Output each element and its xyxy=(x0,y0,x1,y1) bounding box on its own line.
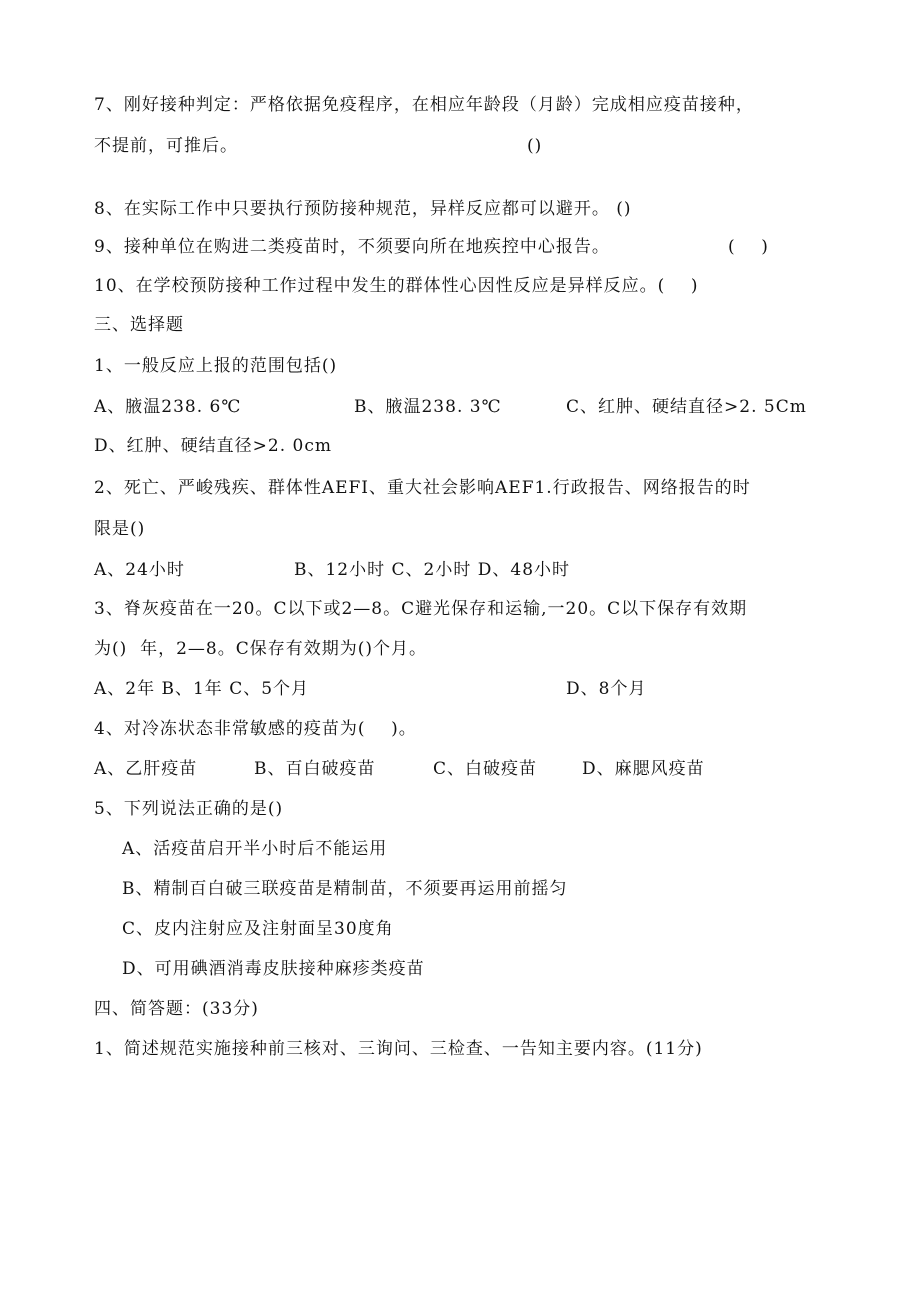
tf-q7-line1: 7、刚好接种判定：严格依据免疫程序，在相应年龄段（月龄）完成相应疫苗接种， xyxy=(94,95,754,115)
choice-q5-stem: 5、下列说法正确的是() xyxy=(94,799,284,819)
choice-q4-opt-a: A、乙肝疫苗 xyxy=(94,759,198,779)
choice-q5-opt-c: C、皮内注射应及注射面呈30度角 xyxy=(122,919,394,939)
tf-q10: 10、在学校预防接种工作过程中发生的群体性心因性反应是异样反应。( ) xyxy=(94,276,699,296)
choice-q2-opt-bcd: B、12小时 C、2小时 D、48小时 xyxy=(294,560,571,580)
choice-q1-opt-b: B、腋温238. 3℃ xyxy=(354,397,502,417)
choice-q1-opt-c: C、红肿、硬结直径>2. 5Cm xyxy=(566,397,807,417)
choice-q1-opt-d: D、红肿、硬结直径>2. 0cm xyxy=(94,436,332,456)
tf-q9: 9、接种单位在购进二类疫苗时，不须要向所在地疾控中心报告。 xyxy=(94,237,610,257)
tf-q9-blank: ( ) xyxy=(728,237,769,257)
section-heading-choice: 三、选择题 xyxy=(94,315,184,335)
choice-q1-opt-a: A、腋温238. 6℃ xyxy=(94,397,242,417)
choice-q2-stem-line2: 限是() xyxy=(94,519,146,539)
choice-q3-stem-line1: 3、脊灰疫苗在一20。C以下或2—8。C避光保存和运输,一20。C以下保存有效期 xyxy=(94,599,748,619)
choice-q4-opt-b: B、百白破疫苗 xyxy=(254,759,376,779)
choice-q2-stem-line1: 2、死亡、严峻残疾、群体性AEFI、重大社会影响AEF1.行政报告、网络报告的时 xyxy=(94,478,751,498)
choice-q5-opt-a: A、活疫苗启开半小时后不能运用 xyxy=(122,839,388,859)
tf-q8: 8、在实际工作中只要执行预防接种规范，异样反应都可以避开。 () xyxy=(94,199,632,219)
choice-q4-opt-c: C、白破疫苗 xyxy=(433,759,538,779)
choice-q2-opt-a: A、24小时 xyxy=(94,560,185,580)
choice-q3-opt-d: D、8个月 xyxy=(566,679,647,699)
tf-q7-line2: 不提前，可推后。 xyxy=(94,136,238,156)
choice-q1-stem: 1、一般反应上报的范围包括() xyxy=(94,356,338,376)
choice-q5-opt-b: B、精制百白破三联疫苗是精制苗，不须要再运用前摇匀 xyxy=(122,879,568,899)
section-heading-short-answer: 四、简答题：(33分) xyxy=(94,999,259,1019)
tf-q7-blank: () xyxy=(527,136,543,156)
choice-q3-opt-abc: A、2年 B、1年 C、5个月 xyxy=(94,679,310,699)
choice-q3-stem-line2: 为() 年，2—8。C保存有效期为()个月。 xyxy=(94,639,427,659)
choice-q4-opt-d: D、麻腮风疫苗 xyxy=(582,759,705,779)
choice-q4-stem: 4、对冷冻状态非常敏感的疫苗为( )。 xyxy=(94,719,417,739)
short-answer-q1: 1、简述规范实施接种前三核对、三询问、三检查、一告知主要内容。(11分) xyxy=(94,1039,703,1059)
choice-q5-opt-d: D、可用碘酒消毒皮肤接种麻疹类疫苗 xyxy=(122,959,425,979)
